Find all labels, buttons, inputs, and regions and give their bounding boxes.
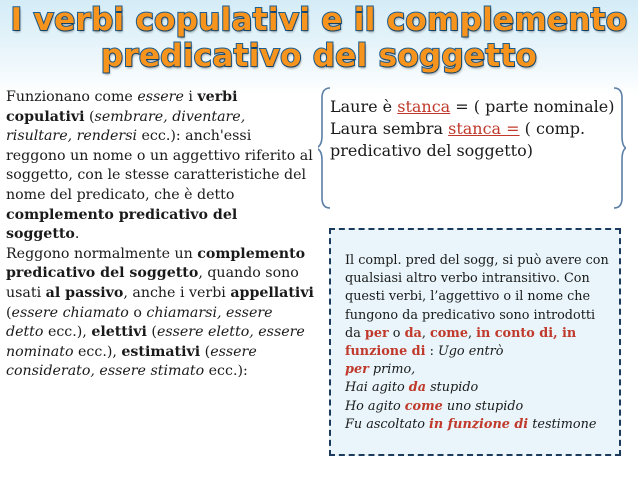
text-run: al passivo [45, 284, 124, 301]
box-example-1 [345, 361, 609, 379]
slide-title [0, 2, 638, 74]
text-run: verbi copulativi [6, 89, 238, 125]
text-run: complemento predicativo del soggetto [6, 245, 306, 282]
text-run: ( [146, 324, 157, 341]
text-run: Reggono normalmente un [6, 245, 198, 262]
text-run: , quando sono usati [6, 265, 299, 301]
box-example-2 [345, 379, 609, 397]
paragraph-passive-verbs [6, 245, 314, 382]
text-run: ecc.): anch'essi reggono un nome o un aggettivo riferito al soggetto, con le stesse caratteristiche del nome del predicato, che è detto [6, 128, 313, 203]
text-run: Laure è [330, 97, 398, 116]
text-run: essere considerato, essere stimato [6, 343, 257, 380]
text-run: ( [6, 304, 12, 321]
highlighted-word: in funzione di [429, 416, 529, 432]
highlighted-word: per [345, 362, 369, 378]
text-run: stupido [426, 380, 479, 396]
example-sentences [330, 96, 626, 162]
text-run: complemento predicativo del soggetto [6, 206, 238, 243]
highlighted-word: da [404, 325, 422, 341]
text-run: . [74, 226, 80, 243]
text-run: primo, [368, 362, 416, 378]
text-run: essere chiamato [11, 304, 129, 321]
highlighted-word: da [408, 380, 427, 396]
highlighted-word: stanca = [448, 119, 520, 138]
text-run: Il compl. pred del sogg, si può avere con qualsiasi altro verbo intransitivo. Con questi verbi, l’aggettivo o il nome che fungono da predicativo sono introdotti da [345, 253, 609, 341]
highlighted-word: per [364, 325, 389, 341]
intransitive-verbs-box [329, 228, 621, 456]
text-run: chiamarsi, essere detto [6, 304, 273, 341]
text-run: , anche i verbi [123, 284, 231, 301]
text-run: Fu ascoltato [345, 416, 430, 432]
text-run: , [467, 325, 477, 341]
text-run: essere [137, 89, 184, 105]
text-run: ecc.), [43, 324, 92, 341]
highlighted-word: come [404, 398, 443, 414]
text-run: appellativi [230, 284, 314, 301]
left-brace [318, 88, 330, 208]
text-run: estimativi [121, 343, 201, 360]
text-run: o [388, 325, 405, 341]
text-run: ecc.): [204, 363, 248, 380]
text-run: ( [200, 343, 211, 360]
example-line-2 [330, 118, 626, 162]
example-line-1 [330, 96, 626, 118]
text-run: elettivi [91, 324, 147, 341]
text-run: ecc.), [73, 343, 122, 360]
text-run: Ho agito [345, 398, 405, 414]
title-line-1: I verbi copulativi e il complemento [10, 2, 628, 38]
text-run: Funzionano come [6, 89, 138, 105]
text-run: Hai agito [345, 380, 409, 396]
example-brace-box [318, 84, 626, 212]
highlighted-word: come [429, 325, 468, 341]
highlighted-word: in conto di, in funzione di [345, 325, 577, 360]
text-run: o [128, 304, 147, 321]
box-example-3 [345, 398, 609, 416]
text-run: ( [84, 108, 95, 125]
text-run: , [421, 325, 430, 341]
text-run: Laura sembra [330, 119, 449, 138]
text-run: ( comp. predicativo del soggetto) [330, 119, 586, 160]
text-run: sembrare, diventare, risultare, rendersi [6, 108, 246, 145]
text-run: = ( parte nominale) [450, 97, 615, 116]
text-run: i [183, 89, 198, 105]
text-run: : [425, 344, 438, 360]
explanation-text [6, 88, 314, 382]
text-run: uno stupido [442, 398, 524, 414]
paragraph-copulative [6, 88, 314, 245]
title-line-2: predicativo del soggetto [100, 38, 538, 74]
box-explanation [345, 252, 609, 361]
text-run: essere eletto, essere nominato [6, 324, 305, 360]
text-run: testimone [528, 416, 597, 432]
text-run: Ugo entrò [437, 344, 504, 360]
box-example-4 [345, 416, 609, 434]
highlighted-word: stanca [397, 97, 451, 116]
